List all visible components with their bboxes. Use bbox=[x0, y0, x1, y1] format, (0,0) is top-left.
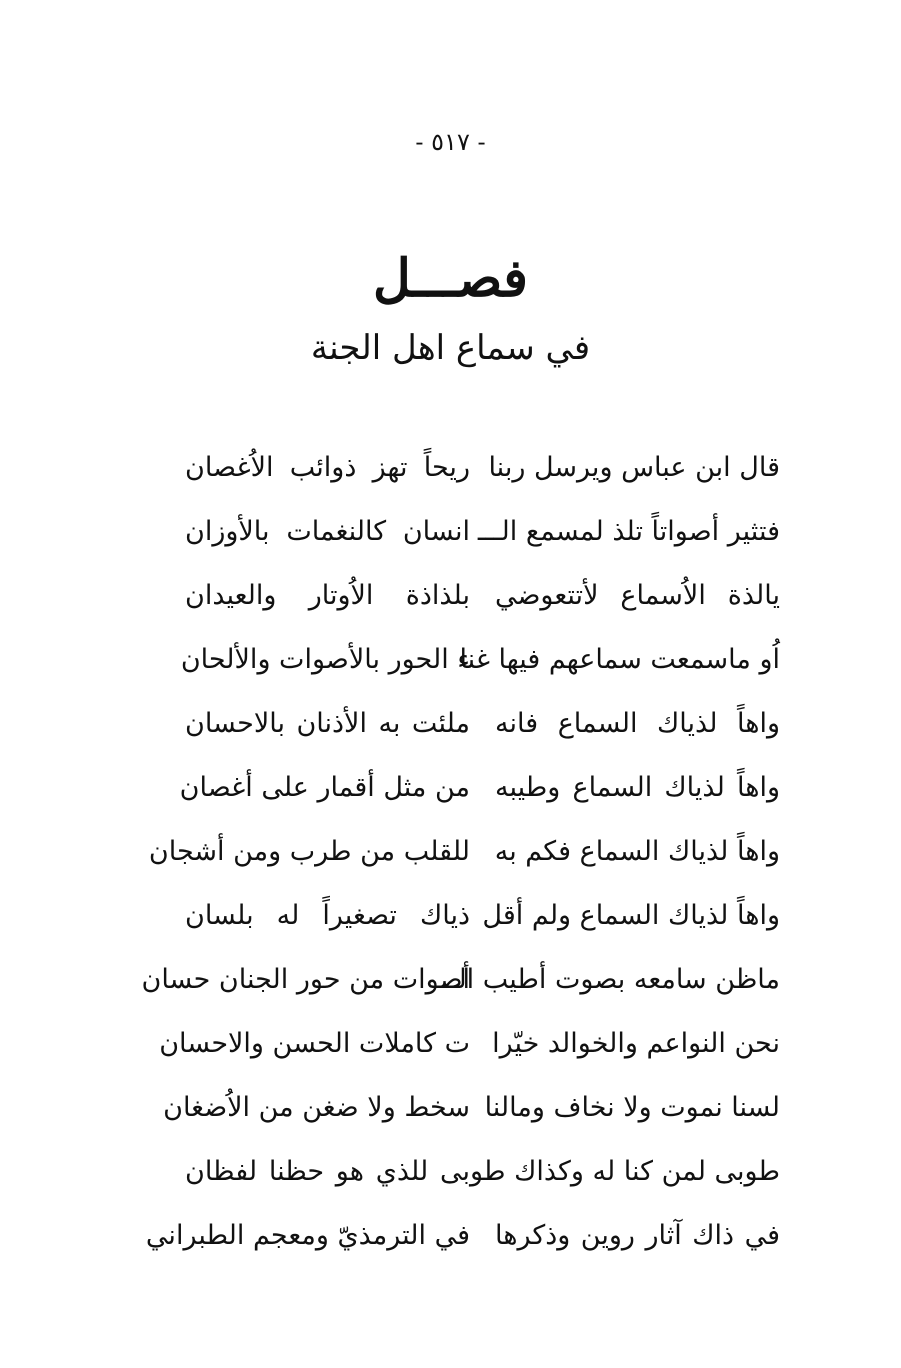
verse-second-hemistich: ريحاً تهز ذوائب الاُغصان bbox=[185, 451, 470, 483]
verse bbox=[148, 819, 780, 883]
verse-first-hemistich: فتثير أصواتاً تلذ لمسمع الـــ bbox=[477, 515, 780, 547]
verse-second-hemistich: سخط ولا ضغن من الاُضغان bbox=[163, 1091, 470, 1123]
verse-second-hemistich: من مثل أقمار على أغصان bbox=[179, 771, 470, 803]
verse-first-hemistich: واهاً لذياك السماع فكم به bbox=[494, 835, 780, 867]
verse-first-hemistich: نحن النواعم والخوالد خيّرا bbox=[492, 1027, 780, 1059]
verse-first-hemistich: واهاً لذياك السماع وطيبه bbox=[495, 771, 780, 803]
verse bbox=[185, 563, 780, 627]
verse bbox=[180, 627, 780, 691]
verse-second-hemistich: ء الحور بالأصوات والألحان bbox=[180, 643, 470, 675]
verse-first-hemistich: في ذاك آثار روين وذكرها bbox=[495, 1219, 780, 1251]
verse-first-hemistich: واهاً لذياك السماع فانه bbox=[495, 707, 780, 739]
verse-first-hemistich: اُو ماسمعت سماعهم فيها غنا bbox=[459, 643, 780, 675]
verse-first-hemistich: ماظن سامعه بصوت أطيب الـــ bbox=[434, 963, 780, 995]
verse bbox=[185, 883, 780, 947]
verse-first-hemistich: طوبى لمن كنا له وكذاك طو bbox=[470, 1155, 780, 1187]
page-number: - ٥١٧ - bbox=[415, 128, 486, 156]
verse bbox=[179, 755, 780, 819]
verse-second-hemistich: ت كاملات الحسن والاحسان bbox=[159, 1027, 470, 1059]
poem bbox=[141, 435, 780, 1267]
verse-second-hemistich: ملئت به الأذنان بالاحسان bbox=[185, 707, 470, 739]
verse bbox=[141, 947, 780, 1011]
verse-first-hemistich: واهاً لذياك السماع ولم أقل bbox=[482, 899, 780, 931]
chapter-title: فصـــل bbox=[372, 248, 529, 309]
verse-second-hemistich: انسان كالنغمات بالأوزان bbox=[185, 515, 470, 547]
verse bbox=[185, 499, 780, 563]
verse-second-hemistich: بى للذي هو حظنا لفظان bbox=[185, 1155, 470, 1187]
verse bbox=[163, 1075, 780, 1139]
verse-first-hemistich: قال ابن عباس ويرسل ربنا bbox=[488, 451, 780, 483]
verse-second-hemistich: ذياك تصغيراً له بلسان bbox=[185, 899, 470, 931]
verse-first-hemistich: يالذة الاُسماع لأتتعوضي bbox=[495, 579, 780, 611]
verse bbox=[185, 435, 780, 499]
verse-second-hemistich: بلذاذة الاُوتار والعيدان bbox=[185, 579, 470, 611]
verse-second-hemistich: للقلب من طرب ومن أشجان bbox=[148, 835, 470, 867]
verse bbox=[145, 1203, 780, 1267]
verse bbox=[185, 691, 780, 755]
verse-first-hemistich: لسنا نموت ولا نخاف ومالنا bbox=[484, 1091, 780, 1123]
verse-second-hemistich: أصوات من حور الجنان حسان bbox=[141, 963, 470, 995]
verse-second-hemistich: في الترمذيّ ومعجم الطبراني bbox=[145, 1219, 470, 1251]
verse bbox=[159, 1011, 780, 1075]
chapter-subtitle: في سماع اهل الجنة bbox=[310, 328, 591, 368]
verse bbox=[185, 1139, 780, 1203]
